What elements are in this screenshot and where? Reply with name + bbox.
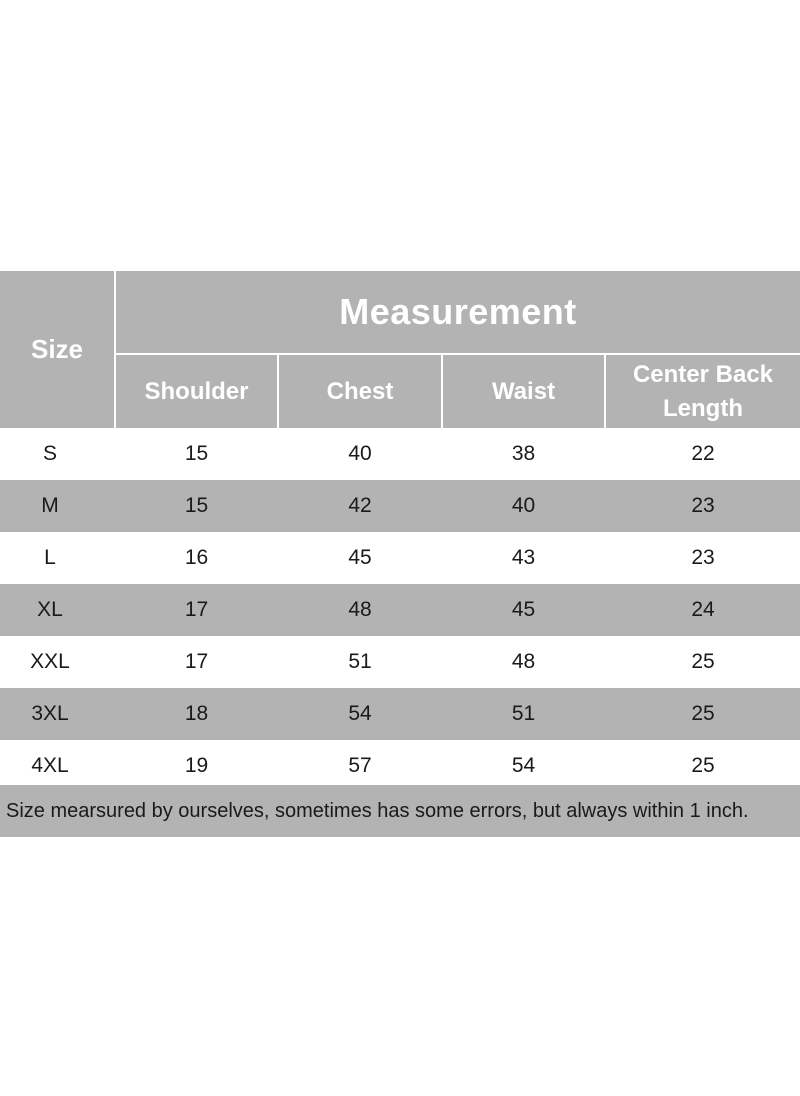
waist-cell: 40 (511, 494, 536, 517)
center-back-length-cell: 22 (691, 442, 715, 465)
center-back-length-cell: 25 (691, 650, 715, 673)
table-row (0, 688, 800, 740)
size-cell: M (41, 494, 59, 517)
measurement-footnote: Size mearsured by ourselves, sometimes has some errors, but always within 1 inch. (0, 785, 800, 837)
table-row (0, 480, 800, 532)
chest-cell: 57 (348, 754, 372, 777)
shoulder-cell: 17 (184, 650, 209, 673)
column-header-chest: Chest (279, 355, 441, 428)
size-cell: 3XL (31, 702, 69, 725)
waist-cell: 54 (511, 754, 536, 777)
column-header-center-back-length: Center Back Length (606, 355, 800, 428)
chest-cell: 54 (348, 702, 372, 725)
size-cell: XL (37, 598, 63, 621)
size-rows (0, 428, 800, 792)
shoulder-cell: 15 (184, 442, 209, 465)
center-back-length-cell: 25 (691, 702, 715, 725)
shoulder-cell: 18 (184, 702, 209, 725)
waist-cell: 38 (511, 442, 536, 465)
center-back-length-cell: 25 (691, 754, 715, 777)
size-cell: S (42, 442, 57, 465)
chest-cell: 40 (348, 442, 372, 465)
size-cell: XXL (30, 650, 70, 673)
measurement-header: Measurement (116, 271, 800, 353)
table-row (0, 584, 800, 636)
chest-cell: 45 (348, 546, 372, 569)
waist-cell: 43 (511, 546, 536, 569)
chest-cell: 51 (348, 650, 372, 673)
shoulder-cell: 16 (184, 546, 209, 569)
center-back-length-cell: 23 (691, 494, 715, 517)
waist-cell: 51 (511, 702, 536, 725)
column-header-shoulder: Shoulder (116, 355, 277, 428)
table-row (0, 532, 800, 584)
center-back-length-cell: 24 (691, 598, 715, 621)
table-row (0, 636, 800, 688)
size-cell: 4XL (31, 754, 69, 777)
chest-cell: 48 (348, 598, 372, 621)
table-row (0, 428, 800, 480)
waist-cell: 45 (511, 598, 536, 621)
shoulder-cell: 17 (184, 598, 209, 621)
chest-cell: 42 (348, 494, 372, 517)
size-chart (0, 271, 800, 837)
column-header-waist: Waist (443, 355, 604, 428)
center-back-length-cell: 23 (691, 546, 715, 569)
shoulder-cell: 15 (184, 494, 209, 517)
shoulder-cell: 19 (184, 754, 209, 777)
size-cell: L (44, 546, 56, 569)
size-header: Size (0, 271, 114, 428)
waist-cell: 48 (511, 650, 536, 673)
